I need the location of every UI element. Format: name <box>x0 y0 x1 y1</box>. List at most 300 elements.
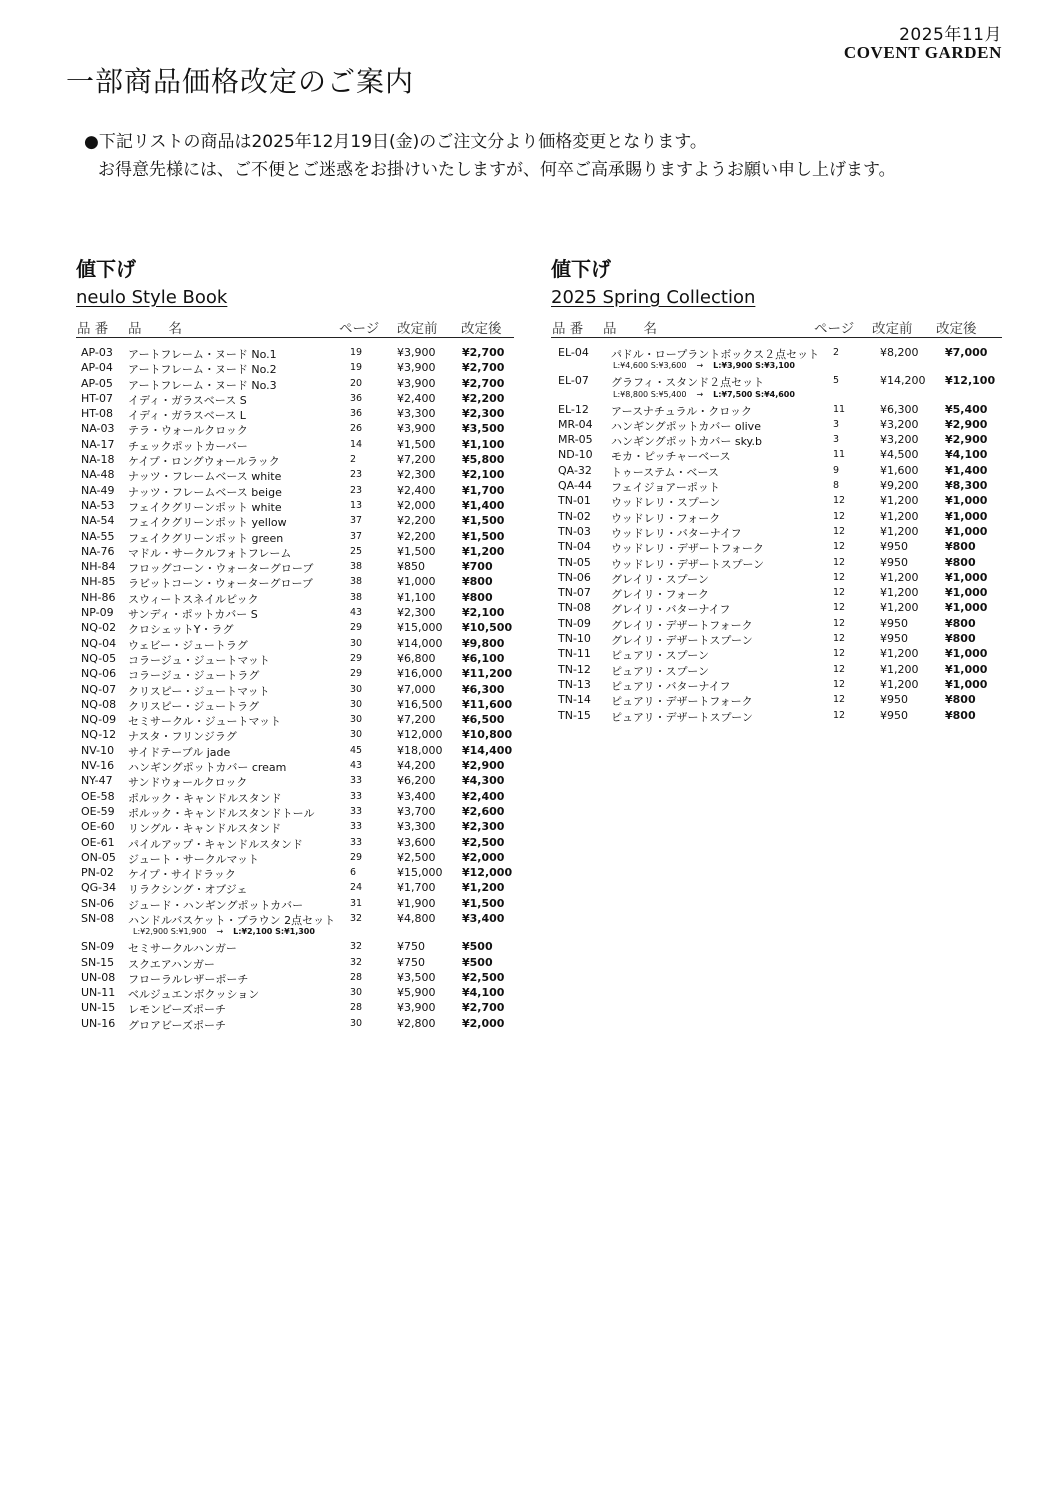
cell-before: ¥4,500 <box>880 448 919 462</box>
cell-after: ¥8,300 <box>945 479 988 493</box>
cell-page: 33 <box>350 805 363 817</box>
cell-after: ¥800 <box>945 555 976 569</box>
cell-name: テラ・ウォールクロック <box>128 424 248 438</box>
table-row <box>76 545 514 560</box>
table-row <box>76 866 514 881</box>
cell-code: ND-10 <box>558 448 593 462</box>
catalog-name: neulo Style Book <box>76 287 228 308</box>
cell-page: 12 <box>833 587 846 599</box>
cell-code: MR-05 <box>558 433 593 447</box>
cell-name: グレイリ・バターナイフ <box>611 603 731 617</box>
cell-code: OE-61 <box>81 835 115 849</box>
table-row <box>551 617 1002 632</box>
cell-code: NH-86 <box>81 590 116 604</box>
cell-page: 9 <box>833 464 840 476</box>
cell-before: ¥3,200 <box>880 417 919 431</box>
table-row <box>76 422 514 437</box>
table-row <box>551 586 1002 601</box>
cell-page: 3 <box>833 434 840 446</box>
cell-code: SN-08 <box>81 911 115 925</box>
table-row <box>76 591 514 606</box>
cell-before: ¥950 <box>880 540 908 554</box>
cell-name: フェイジョアーポット <box>611 481 720 495</box>
cell-before: ¥2,000 <box>397 498 436 512</box>
breakdown-before <box>613 361 795 370</box>
cell-name: モカ・ピッチャーベース <box>611 450 731 464</box>
cell-name: スクエアハンガー <box>128 957 215 971</box>
table-row <box>76 1001 514 1016</box>
cell-name: ハンドルバスケット・ブラウン 2点セット <box>128 913 336 927</box>
cell-name: ナスタ・フリンジラグ <box>128 730 237 744</box>
left-section <box>76 253 514 1032</box>
cell-before: ¥1,200 <box>880 647 919 661</box>
cell-page: 12 <box>833 571 846 583</box>
cell-page: 12 <box>833 525 846 537</box>
cell-name: パイルアップ・キャンドルスタンド <box>128 837 303 851</box>
arrow-icon: → <box>216 927 224 937</box>
cell-page: 29 <box>350 622 363 634</box>
cell-name: イディ・ガラスベース S <box>128 393 247 407</box>
cell-before: ¥6,300 <box>880 402 919 416</box>
cell-before: ¥4,200 <box>397 759 436 773</box>
table-row <box>76 897 514 912</box>
cell-after: ¥2,100 <box>462 606 505 620</box>
cell-before: ¥3,900 <box>397 376 436 390</box>
cell-before: ¥3,900 <box>397 346 436 359</box>
table-row <box>76 377 514 392</box>
cell-before: ¥6,800 <box>397 651 436 665</box>
cell-before: ¥2,800 <box>397 1016 436 1030</box>
table-row <box>76 468 514 483</box>
cell-page: 33 <box>350 775 363 787</box>
cell-before: ¥6,200 <box>397 774 436 788</box>
cell-name: セミサークルハンガー <box>128 942 237 956</box>
cell-before: ¥2,300 <box>397 606 436 620</box>
table-row <box>76 744 514 759</box>
cell-page: 12 <box>833 709 846 721</box>
table-row <box>76 774 514 789</box>
cell-after: ¥1,200 <box>462 544 505 558</box>
cell-after: ¥2,700 <box>462 1001 505 1015</box>
cell-before: ¥950 <box>880 616 908 630</box>
cell-code: NH-84 <box>81 560 116 574</box>
cell-page: 28 <box>350 1002 363 1014</box>
cell-before: ¥950 <box>880 555 908 569</box>
cell-name: フローラルレザーポーチ <box>128 972 249 986</box>
cell-after: ¥800 <box>945 693 976 707</box>
breakdown-before-text: L:¥4,600 S:¥3,600 <box>613 361 687 371</box>
cell-after: ¥2,900 <box>462 759 505 773</box>
set-breakdown <box>551 390 1002 403</box>
cell-after: ¥9,800 <box>462 636 505 650</box>
notice-line-2: お得意先様には、ご不便とご迷惑をお掛けいたしますが、何卒ご高承賜りますようお願い申し上げます。 <box>98 160 896 180</box>
table-row <box>551 510 1002 525</box>
table-row <box>551 448 1002 463</box>
cell-before: ¥16,500 <box>397 697 443 711</box>
cell-page: 23 <box>350 469 363 481</box>
column-header <box>551 315 1002 338</box>
cell-after: ¥1,700 <box>462 483 505 497</box>
cell-page: 45 <box>350 744 363 756</box>
table-row <box>551 709 1002 724</box>
table-row <box>551 556 1002 571</box>
cell-before: ¥3,900 <box>397 1001 436 1015</box>
col-before: 改定前 <box>397 321 438 337</box>
section-heading: 値下げ <box>76 257 136 281</box>
table-row <box>551 479 1002 494</box>
table-row <box>76 499 514 514</box>
cell-code: NQ-05 <box>81 651 117 665</box>
cell-page: 30 <box>350 683 363 695</box>
cell-after: ¥800 <box>945 632 976 646</box>
cell-after: ¥4,300 <box>462 774 505 788</box>
table-row <box>551 601 1002 616</box>
table-row <box>76 971 514 986</box>
breakdown-after: L:¥2,100 S:¥1,300 <box>233 927 315 937</box>
cell-name: ジュート・サークルマット <box>128 852 260 866</box>
table-row <box>76 698 514 713</box>
cell-name: ピュアリ・スプーン <box>611 664 710 678</box>
cell-before: ¥1,200 <box>880 677 919 691</box>
cell-before: ¥7,000 <box>397 682 436 696</box>
cell-name: ウッドレリ・フォーク <box>611 511 721 525</box>
cell-name: グレイリ・デザートフォーク <box>611 618 753 632</box>
cell-after: ¥2,700 <box>462 376 505 390</box>
cell-before: ¥1,200 <box>880 570 919 584</box>
table-row <box>76 407 514 422</box>
cell-before: ¥950 <box>880 632 908 646</box>
cell-page: 12 <box>833 495 846 507</box>
cell-page: 36 <box>350 408 363 420</box>
cell-code: AP-03 <box>81 346 113 359</box>
cell-before: ¥750 <box>397 955 425 969</box>
col-name: 品 名 <box>603 321 657 337</box>
cell-page: 29 <box>350 668 363 680</box>
cell-name: ラビットコーン・ウォーターグローブ <box>128 577 313 591</box>
col-page: ページ <box>814 321 855 337</box>
cell-name: チェックポットカーバー <box>128 439 248 453</box>
cell-name: アートフレーム・ヌード No.3 <box>128 378 277 392</box>
page-title: 一部商品価格改定のご案内 <box>66 65 415 98</box>
cell-after: ¥1,000 <box>945 677 988 691</box>
cell-code: TN-14 <box>558 693 591 707</box>
cell-code: EL-07 <box>558 374 589 388</box>
cell-code: NY-47 <box>81 774 113 788</box>
cell-before: ¥1,200 <box>880 509 919 523</box>
cell-name: サンドウォールクロック <box>128 776 248 790</box>
cell-before: ¥3,400 <box>397 789 436 803</box>
cell-after: ¥2,600 <box>462 804 505 818</box>
cell-code: NQ-04 <box>81 636 117 650</box>
breakdown-before-text: L:¥8,800 S:¥5,400 <box>613 389 687 399</box>
cell-code: HT-08 <box>81 407 113 421</box>
cell-page: 38 <box>350 561 363 573</box>
cell-after: ¥2,100 <box>462 468 505 482</box>
cell-after: ¥11,600 <box>462 697 513 711</box>
cell-after: ¥2,200 <box>462 391 505 405</box>
cell-name: サンディ・ポットカバー S <box>128 608 258 622</box>
table-row <box>76 667 514 682</box>
cell-code: MR-04 <box>558 417 593 431</box>
cell-after: ¥500 <box>462 955 493 969</box>
table-row <box>76 346 514 361</box>
cell-page: 43 <box>350 607 363 619</box>
cell-after: ¥800 <box>945 708 976 722</box>
cell-code: TN-05 <box>558 555 591 569</box>
cell-page: 11 <box>833 403 846 415</box>
table-row <box>76 986 514 1001</box>
cell-code: AP-04 <box>81 361 113 375</box>
brand-logo: COVENT GARDEN <box>843 43 1002 62</box>
cell-name: ピュアリ・スプーン <box>611 649 710 663</box>
cell-before: ¥3,300 <box>397 820 436 834</box>
cell-code: NQ-12 <box>81 728 117 742</box>
table-row <box>551 374 1002 389</box>
cell-code: NA-49 <box>81 483 115 497</box>
table-row <box>551 663 1002 678</box>
cell-name: フェイクグリーンポット yellow <box>128 516 287 530</box>
cell-name: ウッドレリ・バターナイフ <box>611 526 742 540</box>
cell-page: 12 <box>833 678 846 690</box>
cell-code: NA-03 <box>81 422 115 436</box>
table-row <box>551 678 1002 693</box>
cell-code: NA-54 <box>81 514 115 528</box>
cell-page: 19 <box>350 347 363 358</box>
cell-code: TN-11 <box>558 647 591 661</box>
table-row <box>551 647 1002 662</box>
cell-code: EL-04 <box>558 346 589 359</box>
cell-page: 30 <box>350 637 363 649</box>
cell-after: ¥2,500 <box>462 970 505 984</box>
cell-code: TN-06 <box>558 570 591 584</box>
cell-after: ¥4,100 <box>945 448 988 462</box>
cell-name: ウッドレリ・デザートスプーン <box>611 557 765 571</box>
column-header <box>76 315 514 338</box>
cell-name: ケイプ・サイドラック <box>128 868 236 882</box>
cell-code: TN-09 <box>558 616 591 630</box>
cell-before: ¥3,900 <box>397 361 436 375</box>
cell-before: ¥7,200 <box>397 453 436 467</box>
cell-after: ¥2,300 <box>462 820 505 834</box>
cell-after: ¥6,100 <box>462 651 505 665</box>
date-label: 2025年11月 <box>899 25 1002 45</box>
cell-page: 13 <box>350 499 363 511</box>
cell-before: ¥1,700 <box>397 881 436 895</box>
cell-name: ベルジュエンボクッション <box>128 988 260 1002</box>
cell-code: SN-09 <box>81 940 115 954</box>
cell-page: 30 <box>350 729 363 741</box>
cell-after: ¥3,400 <box>462 911 505 925</box>
table-row <box>76 621 514 636</box>
cell-code: TN-04 <box>558 540 591 554</box>
cell-page: 11 <box>833 449 846 461</box>
cell-before: ¥1,200 <box>880 586 919 600</box>
cell-name: ウェビー・ジュートラグ <box>128 638 248 652</box>
table-row <box>76 805 514 820</box>
cell-after: ¥800 <box>462 575 493 589</box>
cell-before: ¥950 <box>880 693 908 707</box>
cell-after: ¥10,800 <box>462 728 513 742</box>
cell-name: リングル・キャンドルスタンド <box>128 822 282 836</box>
cell-code: AP-05 <box>81 376 113 390</box>
cell-code: NV-16 <box>81 759 115 773</box>
cell-before: ¥14,200 <box>880 374 926 388</box>
cell-after: ¥12,000 <box>462 866 513 880</box>
cell-before: ¥4,800 <box>397 911 436 925</box>
cell-after: ¥1,000 <box>945 601 988 615</box>
cell-page: 23 <box>350 484 363 496</box>
section-heading: 値下げ <box>551 257 611 281</box>
cell-after: ¥1,000 <box>945 509 988 523</box>
cell-before: ¥3,700 <box>397 804 436 818</box>
cell-before: ¥950 <box>880 708 908 722</box>
cell-code: TN-15 <box>558 708 591 722</box>
table-row <box>76 361 514 376</box>
cell-code: OE-59 <box>81 804 115 818</box>
notice <box>84 128 896 184</box>
cell-after: ¥1,000 <box>945 647 988 661</box>
cell-name: ハンギングポットカバー sky.b <box>611 435 762 449</box>
cell-code: ON-05 <box>81 850 116 864</box>
cell-page: 12 <box>833 541 846 553</box>
cell-code: OE-58 <box>81 789 115 803</box>
table-row <box>76 560 514 575</box>
cell-page: 24 <box>350 882 363 894</box>
cell-name: ピュアリ・デザートフォーク <box>611 695 753 709</box>
cell-page: 30 <box>350 714 363 726</box>
table-row <box>551 433 1002 448</box>
table-row <box>551 525 1002 540</box>
cell-after: ¥2,500 <box>462 835 505 849</box>
breakdown-before <box>133 927 315 936</box>
cell-after: ¥5,400 <box>945 402 988 416</box>
breakdown-after: L:¥3,900 S:¥3,100 <box>713 361 795 371</box>
cell-after: ¥1,000 <box>945 586 988 600</box>
cell-code: NQ-02 <box>81 621 117 635</box>
cell-page: 26 <box>350 423 363 435</box>
set-breakdown <box>551 361 1002 374</box>
table-row <box>76 575 514 590</box>
table-row <box>551 494 1002 509</box>
cell-page: 12 <box>833 648 846 660</box>
cell-page: 3 <box>833 418 840 430</box>
table-row <box>76 606 514 621</box>
cell-after: ¥1,500 <box>462 529 505 543</box>
table-row <box>551 540 1002 555</box>
cell-after: ¥2,900 <box>945 433 988 447</box>
cell-before: ¥3,900 <box>397 422 436 436</box>
table-row <box>76 637 514 652</box>
price-table <box>76 346 514 1032</box>
cell-after: ¥1,500 <box>462 514 505 528</box>
cell-before: ¥1,100 <box>397 590 436 604</box>
cell-page: 33 <box>350 821 363 833</box>
cell-page: 33 <box>350 790 363 802</box>
cell-before: ¥1,200 <box>880 601 919 615</box>
cell-page: 14 <box>350 438 363 450</box>
cell-code: NA-48 <box>81 468 115 482</box>
cell-code: NQ-09 <box>81 713 117 727</box>
cell-before: ¥8,200 <box>880 346 919 359</box>
cell-code: NA-76 <box>81 544 115 558</box>
cell-after: ¥1,000 <box>945 524 988 538</box>
cell-before: ¥15,000 <box>397 866 443 880</box>
cell-code: TN-07 <box>558 586 591 600</box>
cell-page: 33 <box>350 836 363 848</box>
cell-before: ¥12,000 <box>397 728 443 742</box>
cell-before: ¥3,200 <box>880 433 919 447</box>
cell-name: スウィートスネイルピック <box>128 592 259 606</box>
cell-after: ¥12,100 <box>945 374 996 388</box>
col-name: 品 名 <box>128 321 182 337</box>
arrow-icon: → <box>696 361 704 371</box>
price-table <box>551 346 1002 724</box>
cell-code: NQ-07 <box>81 682 117 696</box>
cell-name: ジュード・ハンギングポットカバー <box>128 898 304 912</box>
cell-code: EL-12 <box>558 402 589 416</box>
cell-code: TN-02 <box>558 509 591 523</box>
table-row <box>76 940 514 955</box>
cell-name: ピュアリ・デザートスプーン <box>611 710 753 724</box>
cell-after: ¥1,400 <box>945 463 988 477</box>
cell-name: ポルック・キャンドルスタンド <box>128 791 282 805</box>
cell-page: 12 <box>833 556 846 568</box>
cell-page: 29 <box>350 652 363 664</box>
cell-after: ¥1,000 <box>945 570 988 584</box>
cell-name: ナッツ・フレームベース white <box>128 470 282 484</box>
cell-name: ハンギングポットカバー cream <box>128 761 287 775</box>
table-row <box>76 728 514 743</box>
cell-page: 19 <box>350 362 363 374</box>
table-row <box>551 693 1002 708</box>
cell-code: QG-34 <box>81 881 117 895</box>
cell-after: ¥10,500 <box>462 621 513 635</box>
breakdown-before <box>613 390 795 399</box>
cell-before: ¥2,500 <box>397 850 436 864</box>
cell-name: クリスピー・ジュートラグ <box>128 699 260 713</box>
cell-name: ケイプ・ロングウォールラック <box>128 455 280 469</box>
col-page: ページ <box>339 321 380 337</box>
cell-page: 29 <box>350 851 363 863</box>
cell-page: 37 <box>350 515 363 527</box>
cell-code: NA-53 <box>81 498 115 512</box>
table-row <box>551 346 1002 361</box>
cell-before: ¥1,200 <box>880 524 919 538</box>
cell-page: 12 <box>833 617 846 629</box>
cell-code: NA-18 <box>81 453 115 467</box>
cell-name: リラクシング・オブジェ <box>128 883 248 897</box>
cell-before: ¥18,000 <box>397 743 443 757</box>
cell-name: イディ・ガラスベース L <box>128 409 246 423</box>
cell-code: NQ-06 <box>81 667 117 681</box>
cell-after: ¥2,700 <box>462 346 505 359</box>
cell-before: ¥3,300 <box>397 407 436 421</box>
table-row <box>76 836 514 851</box>
cell-page: 32 <box>350 956 363 968</box>
table-row <box>76 820 514 835</box>
table-row <box>76 713 514 728</box>
cell-page: 12 <box>833 602 846 614</box>
cell-code: UN-15 <box>81 1001 116 1015</box>
cell-after: ¥2,000 <box>462 1016 505 1030</box>
cell-after: ¥1,400 <box>462 498 505 512</box>
table-row <box>76 484 514 499</box>
cell-after: ¥7,000 <box>945 346 988 359</box>
cell-code: UN-16 <box>81 1016 116 1030</box>
col-code: 品 番 <box>552 321 584 337</box>
cell-name: グラフィ・スタンド２点セット <box>611 376 765 390</box>
cell-code: SN-15 <box>81 955 115 969</box>
